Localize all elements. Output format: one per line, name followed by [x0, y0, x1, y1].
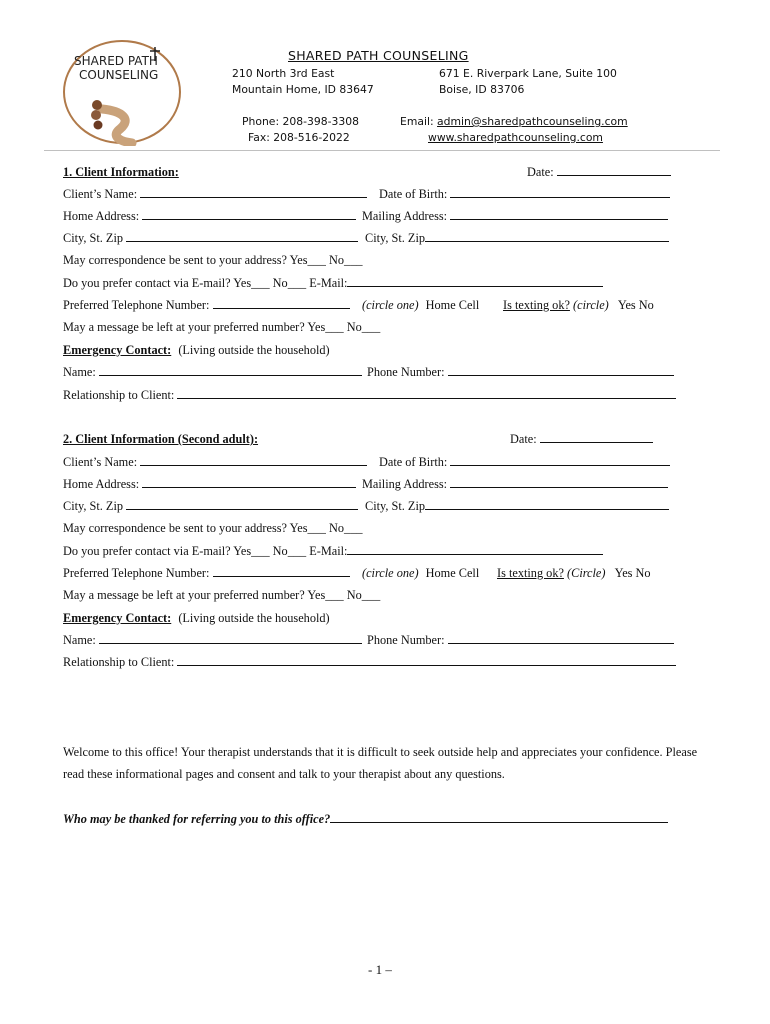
s1-phone-label: Preferred Telephone Number:: [63, 298, 210, 312]
s2-name-label: Name:: [63, 633, 96, 647]
s1-home-address-label: Home Address:: [63, 209, 140, 223]
s2-phone-label: Preferred Telephone Number:: [63, 566, 210, 580]
s1-city-label-2: City, St. Zip: [365, 231, 426, 245]
section2-date-field[interactable]: [540, 432, 653, 443]
s1-texting: Is texting ok?: [503, 298, 570, 312]
s2-texting: Is texting ok?: [497, 566, 564, 580]
s2-city-field[interactable]: [126, 499, 358, 510]
s2-emergency-name-field[interactable]: [99, 633, 362, 644]
address1-line1: 210 North 3rd East: [232, 67, 335, 80]
s2-mailing-address-field[interactable]: [450, 477, 668, 488]
s1-circle-one: (circle one): [362, 298, 419, 312]
s2-emergency-note: (Living outside the household): [178, 611, 330, 625]
s2-relationship-label: Relationship to Client:: [63, 655, 175, 669]
s1-relationship-field[interactable]: [177, 388, 676, 399]
s2-home-cell[interactable]: Home Cell: [425, 566, 480, 580]
s2-city-label-2: City, St. Zip: [365, 499, 426, 513]
s2-client-name-label: Client’s Name:: [63, 455, 138, 469]
s2-correspondence[interactable]: May correspondence be sent to your address? Yes___ No___: [63, 521, 363, 535]
referral-question: Who may be thanked for referring you to this office?: [63, 812, 331, 826]
s2-emergency-label: Emergency Contact:: [63, 611, 172, 625]
s2-home-address-label: Home Address:: [63, 477, 140, 491]
s1-phone-number-label: Phone Number:: [367, 365, 445, 379]
s1-correspondence[interactable]: May correspondence be sent to your address? Yes___ No___: [63, 253, 363, 267]
s2-email-field[interactable]: [347, 544, 603, 555]
s1-city-field[interactable]: [126, 231, 358, 242]
s1-email-field[interactable]: [347, 276, 603, 287]
fax-text: Fax: 208-516-2022: [248, 131, 350, 144]
section1-date-label: Date:: [527, 165, 554, 179]
org-title: SHARED PATH COUNSELING: [288, 48, 469, 63]
phone-text: Phone: 208-398-3308: [242, 115, 359, 128]
svg-text:SHARED PATH: SHARED PATH: [74, 54, 158, 68]
s1-city-label: City, St. Zip: [63, 231, 124, 245]
shared-path-logo: [62, 39, 186, 146]
s1-home-cell[interactable]: Home Cell: [425, 298, 480, 312]
s2-emergency-phone-field[interactable]: [448, 633, 674, 644]
address2-line1: 671 E. Riverpark Lane, Suite 100: [439, 67, 617, 80]
address2-line2: Boise, ID 83706: [439, 83, 525, 96]
s2-city-label: City, St. Zip: [63, 499, 124, 513]
s2-dob-label: Date of Birth:: [379, 455, 448, 469]
s2-phone-field[interactable]: [213, 566, 350, 577]
referral-field[interactable]: [330, 812, 668, 823]
s1-city-field-2[interactable]: [425, 231, 669, 242]
s2-home-address-field[interactable]: [142, 477, 356, 488]
email-label: Email:: [400, 115, 434, 128]
page-number: - 1 –: [368, 962, 392, 977]
welcome-line2: read these informational pages and consent and talk to your therapist about any questions.: [63, 767, 505, 781]
section2-date-label: Date:: [510, 432, 537, 446]
s2-relationship-field[interactable]: [177, 655, 676, 666]
s2-mailing-address-label: Mailing Address:: [362, 477, 448, 491]
svg-text:COUNSELING: COUNSELING: [79, 68, 159, 82]
header-divider: [44, 150, 720, 151]
s1-relationship-label: Relationship to Client:: [63, 388, 175, 402]
s1-emergency-label: Emergency Contact:: [63, 343, 172, 357]
s1-dob-field[interactable]: [450, 187, 670, 198]
s2-dob-field[interactable]: [450, 455, 670, 466]
s2-circle-one: (circle one): [362, 566, 419, 580]
s1-emergency-name-field[interactable]: [99, 365, 362, 376]
section2-heading: 2. Client Information (Second adult):: [63, 432, 259, 446]
s1-client-name-label: Client’s Name:: [63, 187, 138, 201]
s1-emergency-phone-field[interactable]: [448, 365, 674, 376]
s1-texting-yes-no[interactable]: Yes No: [617, 298, 654, 312]
s1-home-address-field[interactable]: [142, 209, 356, 220]
s1-message[interactable]: May a message be left at your preferred number? Yes___ No___: [63, 320, 381, 334]
email-link[interactable]: admin@sharedpathcounseling.com: [437, 115, 628, 128]
s2-client-name-field[interactable]: [140, 455, 367, 466]
s1-email-pref[interactable]: Do you prefer contact via E-mail? Yes___ No___ E-Mail:: [63, 276, 348, 290]
s1-emergency-note: (Living outside the household): [178, 343, 330, 357]
welcome-line1: Welcome to this office! Your therapist understands that it is difficult to seek outside help and appreciates your confidence. Please: [63, 745, 698, 759]
s1-phone-field[interactable]: [213, 298, 350, 309]
s1-mailing-address-field[interactable]: [450, 209, 668, 220]
address1-line2: Mountain Home, ID 83647: [232, 83, 374, 96]
s2-city-field-2[interactable]: [425, 499, 669, 510]
s2-phone-number-label: Phone Number:: [367, 633, 445, 647]
s2-circle: (Circle): [567, 566, 606, 580]
s1-circle: (circle): [573, 298, 609, 312]
section1-heading: 1. Client Information:: [63, 165, 179, 179]
s2-message[interactable]: May a message be left at your preferred number? Yes___ No___: [63, 588, 381, 602]
s1-client-name-field[interactable]: [140, 187, 367, 198]
s2-email-pref[interactable]: Do you prefer contact via E-mail? Yes___ No___ E-Mail:: [63, 544, 348, 558]
s1-name-label: Name:: [63, 365, 96, 379]
section1-date-field[interactable]: [557, 165, 671, 176]
s2-texting-yes-no[interactable]: Yes No: [614, 566, 651, 580]
website-link[interactable]: www.sharedpathcounseling.com: [428, 131, 603, 144]
s1-dob-label: Date of Birth:: [379, 187, 448, 201]
s1-mailing-address-label: Mailing Address:: [362, 209, 448, 223]
